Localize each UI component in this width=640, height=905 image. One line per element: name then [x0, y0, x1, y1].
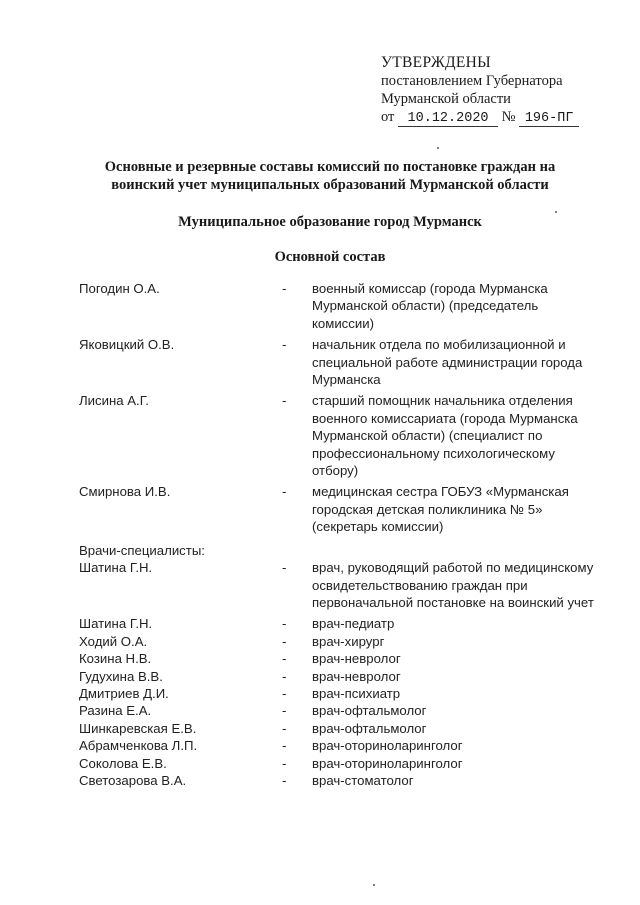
member-role: врач-невролог [312, 668, 401, 684]
row-dash: - [282, 738, 287, 754]
member-name: Абрамченкова Л.П. [79, 738, 198, 754]
member-name: Лисина А.Г. [79, 393, 149, 409]
roster-row [79, 392, 599, 479]
roster-row [79, 483, 599, 535]
member-role: врач-психиатр [312, 685, 401, 701]
member-role: врач-хирург [312, 633, 385, 649]
scan-speck [437, 147, 439, 149]
row-dash: - [282, 703, 287, 719]
roster-row [79, 650, 599, 667]
roster-row [79, 336, 599, 388]
roster-row [79, 633, 599, 650]
document-title [60, 158, 600, 194]
member-role: врач-офтальмолог [312, 703, 427, 719]
row-dash: - [282, 772, 287, 788]
member-name: Яковицкий О.В. [79, 337, 175, 353]
doctors-list [79, 559, 599, 789]
roster-row [79, 559, 599, 611]
member-role: военный комиссар (города Мурманска Мурманской области) (председатель комиссии) [312, 281, 548, 331]
member-name: Ходий О.А. [79, 633, 148, 649]
roster-row [79, 702, 599, 719]
roster-row [79, 755, 599, 772]
member-name: Соколова Е.В. [79, 755, 167, 771]
approval-from-label: от [381, 109, 395, 125]
member-name: Разина Е.А. [79, 703, 152, 719]
roster-row [79, 772, 599, 789]
member-name: Дмитриев Д.И. [79, 685, 169, 701]
scan-speck [373, 884, 375, 886]
member-name: Шинкаревская Е.В. [79, 720, 197, 736]
approval-date: 10.12.2020 [398, 111, 498, 127]
member-role: врач-педиатр [312, 616, 395, 632]
roster-row [79, 280, 599, 332]
row-dash: - [282, 685, 287, 701]
member-role: врач, руководящий работой по медицинскому освидетельствованию граждан при первоначальной постановке на воинский учет [312, 560, 594, 610]
member-role: старший помощник начальника отделения военного комиссариата (города Мурманска Мурманской области) (специалист по профессиональному психологическому отбору) [312, 393, 578, 479]
member-name: Козина Н.В. [79, 651, 152, 667]
row-dash: - [282, 281, 287, 296]
row-dash: - [282, 393, 287, 409]
document-title-line2: воинский учет муниципальных образований Мурманской области [111, 177, 549, 193]
roster-row [79, 685, 599, 702]
row-dash: - [282, 616, 287, 632]
approval-number: 196-ПГ [519, 111, 579, 127]
member-role: врач-офтальмолог [312, 720, 427, 736]
row-dash: - [282, 720, 287, 736]
member-role: врач-стоматолог [312, 772, 414, 788]
member-name: Шатина Г.Н. [79, 560, 153, 576]
row-dash: - [282, 560, 287, 576]
row-dash: - [282, 668, 287, 684]
members-list [79, 280, 599, 536]
approval-issuer: постановлением Губернатора [381, 73, 563, 89]
approval-date-line [381, 108, 621, 127]
roster-row [79, 615, 599, 632]
row-dash: - [282, 633, 287, 649]
member-role: медицинская сестра ГОБУЗ «Мурманская городская детская поликлиника № 5» (секретарь комиссии) [312, 484, 569, 535]
member-name: Шатина Г.Н. [79, 616, 153, 632]
municipality-heading: Муниципальное образование город Мурманск [178, 214, 482, 230]
document-title-line1: Основные и резервные составы комиссий по постановке граждан на [104, 159, 556, 175]
roster-row [79, 720, 599, 737]
approval-number-label: № [501, 109, 516, 125]
scan-speck [555, 211, 557, 213]
approval-title: УТВЕРЖДЕНЫ [381, 54, 491, 71]
composition-heading: Основной состав [274, 249, 386, 265]
approval-region: Мурманской области [381, 91, 511, 107]
member-role: начальник отдела по мобилизационной и специальной работе администрации города Мурманска [312, 337, 583, 388]
member-role: врач-оториноларинголог [312, 738, 463, 754]
roster-row [79, 668, 599, 685]
member-role: врач-оториноларинголог [312, 755, 463, 771]
row-dash: - [282, 651, 287, 667]
commission-roster [79, 280, 599, 789]
row-dash: - [282, 484, 287, 500]
member-name: Смирнова И.В. [79, 484, 171, 500]
member-name: Гудухина В.В. [79, 668, 163, 684]
row-dash: - [282, 755, 287, 771]
doctors-label: Врачи-специалисты: [79, 542, 205, 558]
member-name: Светозарова В.А. [79, 772, 187, 788]
roster-row [79, 737, 599, 754]
member-role: врач-невролог [312, 651, 401, 667]
approval-stamp [381, 54, 621, 127]
member-name: Погодин О.А. [79, 281, 160, 296]
row-dash: - [282, 337, 287, 353]
